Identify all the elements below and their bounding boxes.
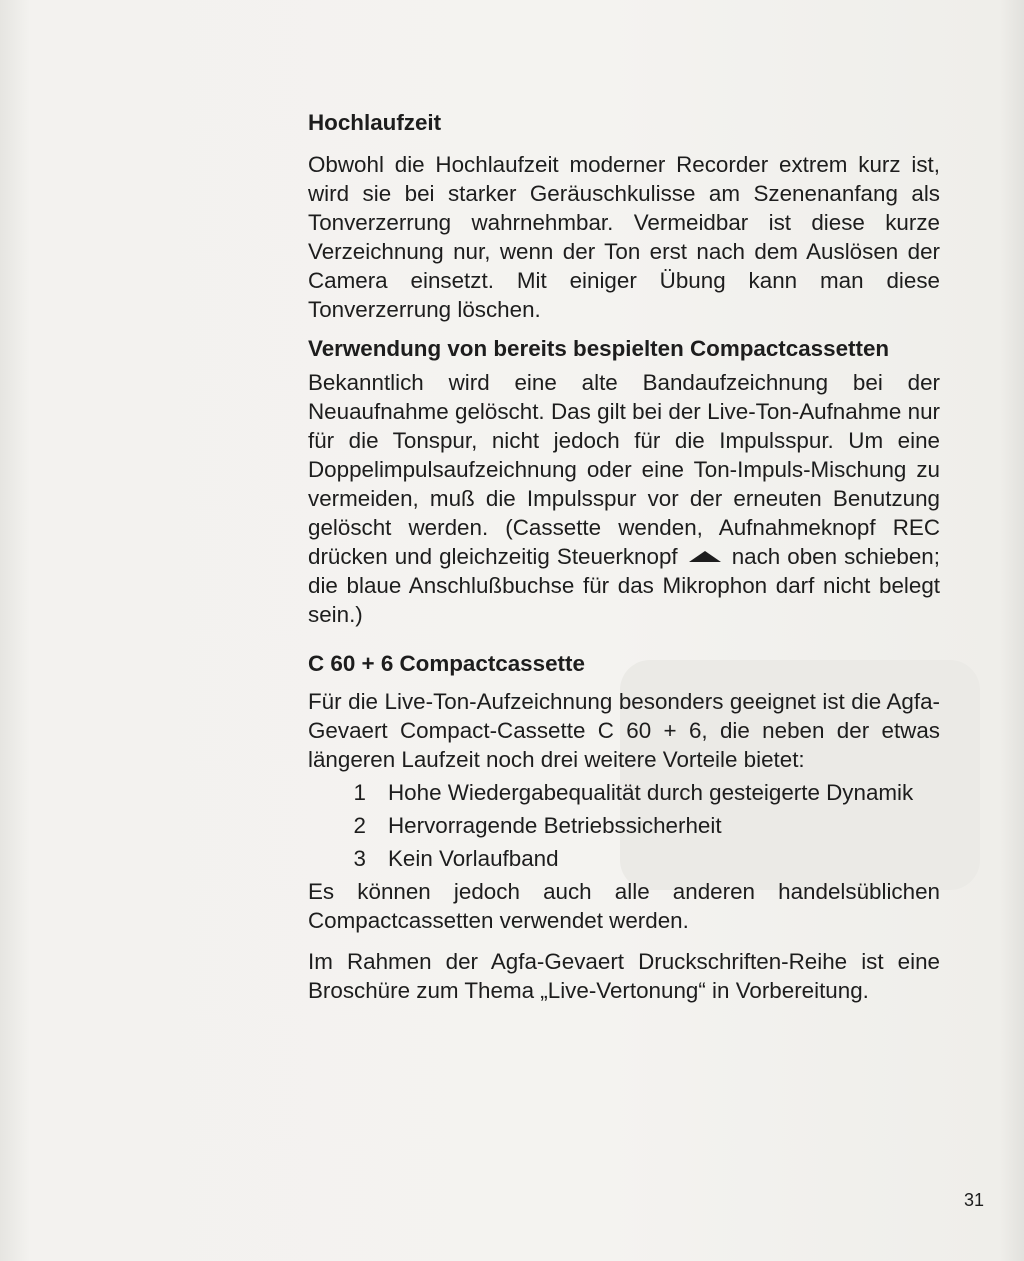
heading-hochlaufzeit: Hochlaufzeit <box>308 110 442 135</box>
list-item-number: 1 <box>353 780 366 805</box>
list-item-text: Hervorragende Betriebssicherheit <box>388 813 722 838</box>
list-item-number: 3 <box>353 846 366 871</box>
paragraph-hochlaufzeit: Obwohl die Hochlaufzeit moderner Recorder extrem kurz ist, wird sie bei starker Geräuschkulisse am Szenenanfang als Tonverzerrung wahrnehmbar. Vermeidbar ist diese kurze Verzeichnung nur, wenn der Ton erst nach dem Auslösen der Camera einsetzt. Mit einiger Übung kann man diese Tonverzerrung löschen. <box>308 152 940 322</box>
paragraph-verwendung-part2: nach oben schieben; die blaue Anschlußbuchse für das Mikrophon darf nicht belegt sein.) <box>308 544 940 627</box>
triangle-up-icon <box>689 551 721 562</box>
page-number: 31 <box>963 1190 984 1210</box>
list-item <box>308 844 940 873</box>
list-item-number: 2 <box>353 813 366 838</box>
paragraph-verwendung-part1: Bekanntlich wird eine alte Bandaufzeichnung bei der Neuaufnahme gelöscht. Das gilt bei der Live-Ton-Aufnahme nur für die Tonspur, nicht jedoch für die Impulsspur. Um eine Doppelimpulsaufzeichnung oder eine Ton-Impuls-Mischung zu vermeiden, muß die Impulsspur vor der erneuten Benutzung gelöscht werden. (Cassette wenden, Aufnahmeknopf REC drücken und gleichzeitig Steuerknopf <box>308 370 940 569</box>
heading-verwendung: Verwendung von bereits bespielten Compactcassetten <box>308 336 890 361</box>
paragraph-brochure-note: Im Rahmen der Agfa-Gevaert Druckschriften-Reihe ist eine Broschüre zum Thema „Live-Vertonung“ in Vorbereitung. <box>308 949 940 1003</box>
document-body <box>308 108 940 1005</box>
paragraph-c60-intro: Für die Live-Ton-Aufzeichnung besonders geeignet ist die Agfa-Gevaert Compact-Cassette C 60 + 6, die neben der etwas längeren Laufzeit noch drei weitere Vorteile bietet: <box>308 689 940 772</box>
paragraph-verwendung <box>308 368 940 629</box>
paragraph-c60-outro: Es können jedoch auch alle anderen handelsüblichen Compactcassetten verwendet werden. <box>308 879 940 933</box>
list-item <box>308 778 940 807</box>
list-item-text: Hohe Wiedergabequalität durch gesteigerte Dynamik <box>388 780 914 805</box>
heading-c60: C 60 + 6 Compactcassette <box>308 651 585 676</box>
list-item-text: Kein Vorlaufband <box>388 846 559 871</box>
list-item <box>308 811 940 840</box>
advantages-list <box>308 778 940 873</box>
